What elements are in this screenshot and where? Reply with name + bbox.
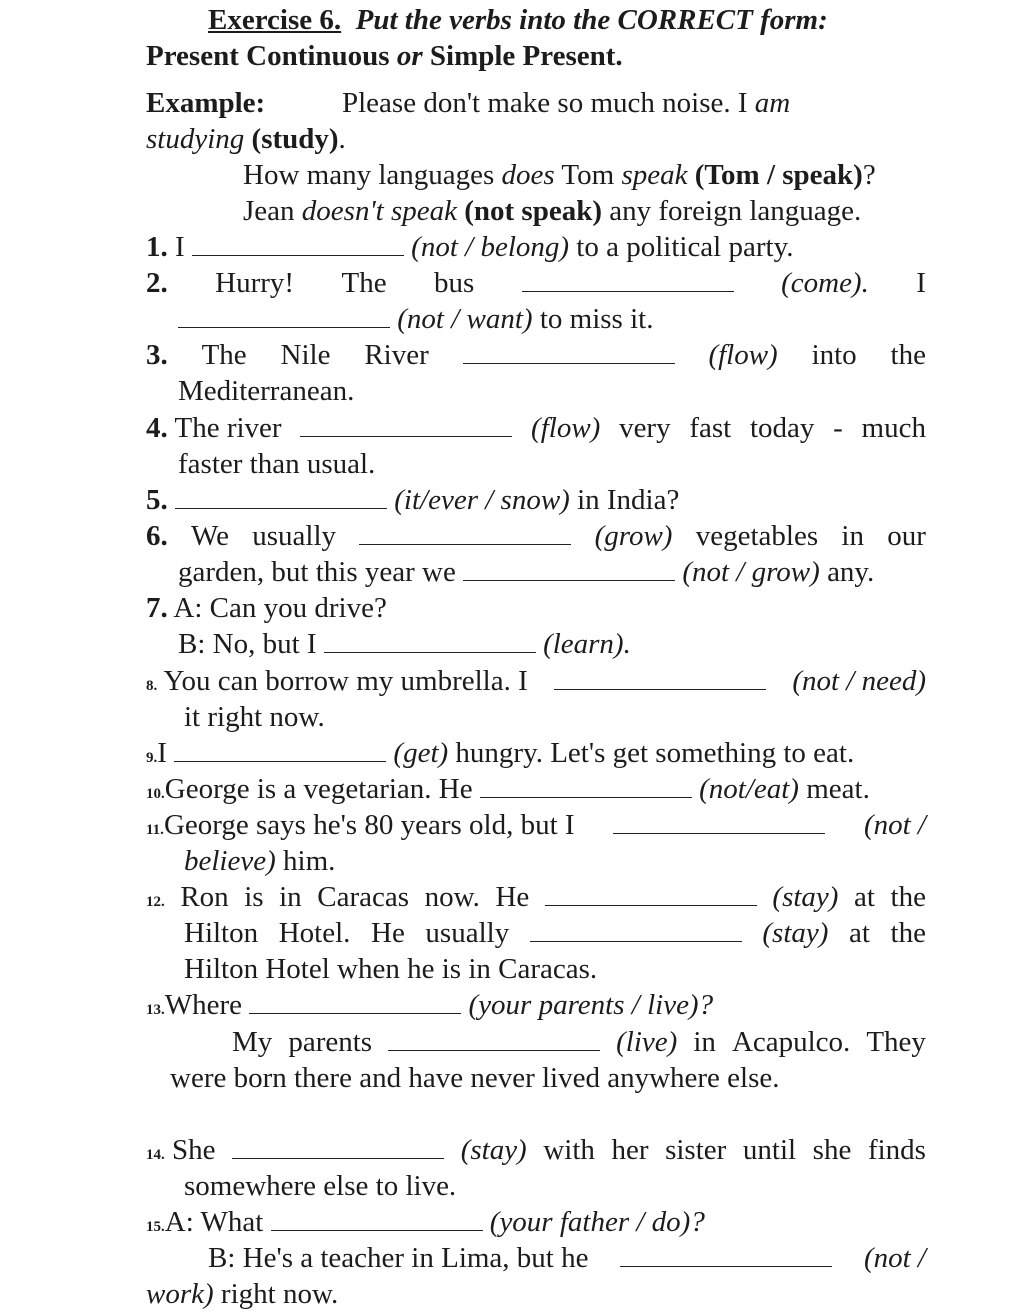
item-7-line-1: 7. A: Can you drive? [146, 592, 387, 624]
exercise-label: Exercise 6. [208, 4, 342, 36]
example-line-3: How many languages does Tom speak (Tom / speak)? [243, 159, 876, 191]
item-8-line-1: 8. You can borrow my umbrella. I (not / need) [146, 665, 926, 697]
item-11-line-1: 11.George says he's 80 years old, but I (not / [146, 809, 926, 841]
item-12-line-2: Hilton Hotel. He usually (stay) at the [184, 917, 926, 949]
item-5: 5. (it/ever / snow) in India? [146, 484, 680, 516]
item-4-line-2: faster than usual. [178, 448, 376, 480]
item-14-line-2: somewhere else to live. [184, 1170, 457, 1202]
item-2-line-2: (not / want) to miss it. [178, 301, 653, 337]
item-10: 10.George is a vegetarian. He (not/eat) meat. [146, 773, 870, 805]
answer-blank-2b[interactable] [178, 303, 390, 328]
answer-blank-15a[interactable] [271, 1206, 483, 1231]
item-13-line-3: were born there and have never lived anywhere else. [170, 1062, 780, 1094]
instruction-italic: Put the verbs into the CORRECT form: [355, 4, 828, 36]
item-8-line-2: it right now. [184, 701, 325, 733]
answer-blank-3[interactable] [463, 339, 675, 364]
item-15-line-3: work) right now. [146, 1278, 339, 1310]
answer-blank-13a[interactable] [249, 989, 461, 1014]
answer-blank-6b[interactable] [463, 556, 675, 581]
answer-blank-8[interactable] [554, 665, 766, 690]
item-13-line-1: 13.Where (your parents / live)? [146, 989, 714, 1021]
item-11-line-2: believe) him. [184, 845, 336, 877]
exercise-title [208, 2, 828, 38]
example-label: Example: [146, 87, 266, 119]
item-1: 1. I (not / belong) to a political party. [146, 231, 794, 263]
item-12-line-3: Hilton Hotel when he is in Caracas. [184, 953, 598, 985]
answer-blank-15b[interactable] [620, 1242, 832, 1267]
item-3-line-1: 3. The Nile River (flow) into the [146, 339, 926, 371]
answer-blank-12a[interactable] [545, 881, 757, 906]
item-7-line-2: B: No, but I (learn). [178, 628, 631, 660]
answer-blank-9[interactable] [174, 737, 386, 762]
item-6-line-2: garden, but this year we (not / grow) any. [178, 556, 875, 588]
answer-blank-5[interactable] [175, 484, 387, 509]
item-15-line-1: 15.A: What (your father / do)? [146, 1206, 705, 1238]
item-13-line-2: My parents (live) in Acapulco. They [232, 1026, 926, 1058]
item-2-line-1: 2. Hurry! The bus (come). I [146, 267, 926, 299]
answer-blank-2a[interactable] [522, 267, 734, 292]
item-4-line-1: 4. The river (flow) very fast today - much [146, 412, 926, 444]
answer-blank-11[interactable] [613, 809, 825, 834]
answer-blank-12b[interactable] [530, 917, 742, 942]
answer-blank-13b[interactable] [388, 1026, 600, 1051]
example-line-4: Jean doesn't speak (not speak) any foreign language. [243, 195, 862, 227]
item-12-line-1: 12. Ron is in Caracas now. He (stay) at the [146, 881, 926, 913]
item-9: 9.I (get) hungry. Let's get something to eat. [146, 737, 855, 769]
item-14-line-1: 14. She (stay) with her sister until she finds [146, 1134, 926, 1166]
answer-blank-10[interactable] [480, 773, 692, 798]
answer-blank-14[interactable] [232, 1134, 444, 1159]
example-line-2: studying (study). [146, 123, 346, 155]
item-6-line-1: 6. We usually (grow) vegetables in our [146, 520, 926, 552]
answer-blank-4[interactable] [300, 412, 512, 437]
answer-blank-1[interactable] [192, 231, 404, 256]
answer-blank-7[interactable] [324, 628, 536, 653]
example-line-1-text: Please don't make so much noise. I am [342, 87, 791, 119]
item-15-line-2: B: He's a teacher in Lima, but he (not / [208, 1242, 926, 1274]
instruction-line-2: Present Continuous or Simple Present. [146, 40, 623, 72]
example-line-1 [146, 85, 265, 121]
item-3-line-2: Mediterranean. [178, 375, 355, 407]
answer-blank-6a[interactable] [359, 520, 571, 545]
